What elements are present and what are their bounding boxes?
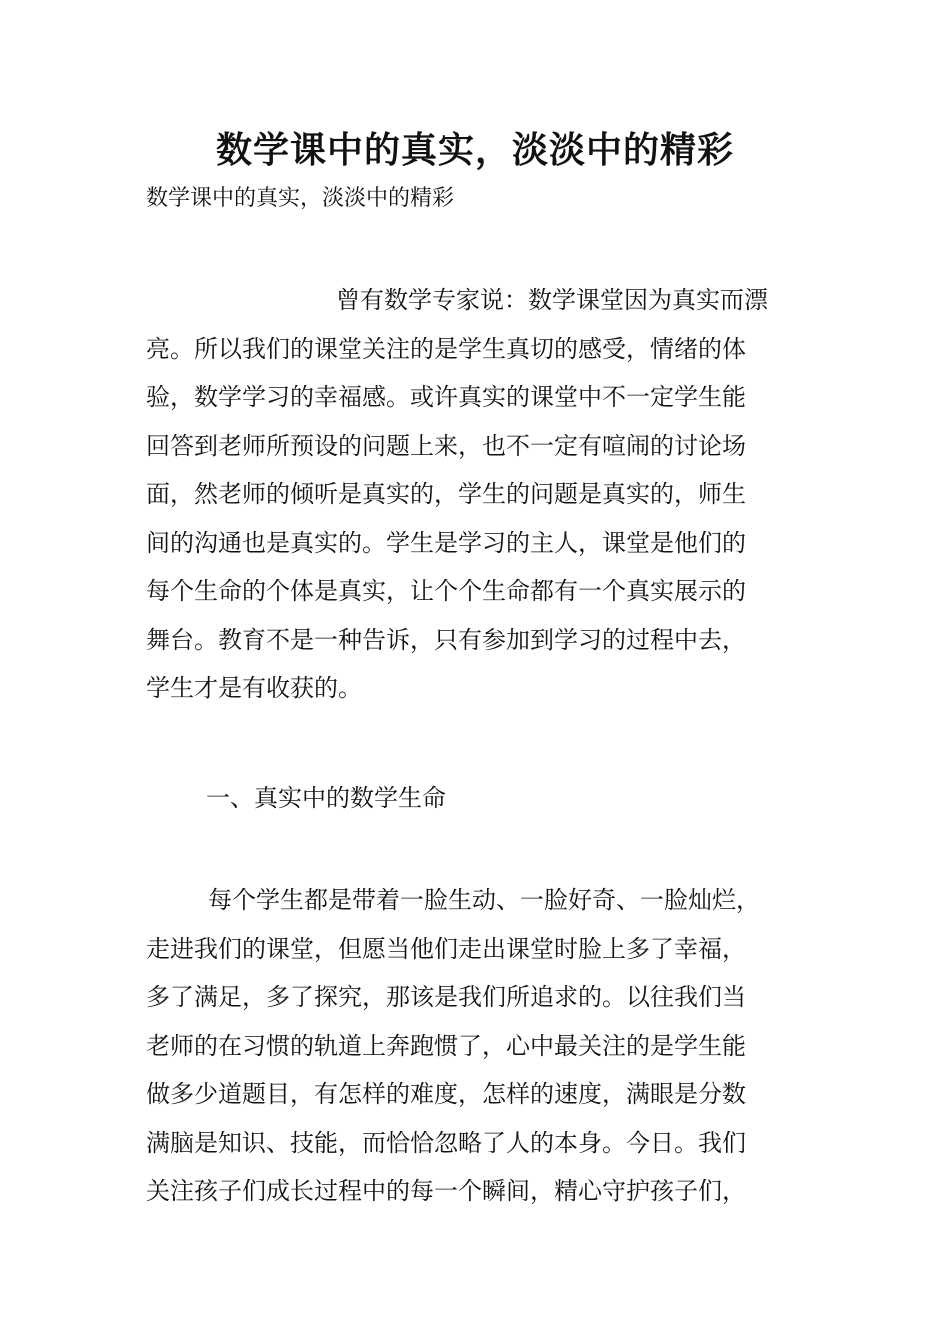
paragraph-line: 走进我们的课堂，但愿当他们走出课堂时脸上多了幸福， (146, 934, 746, 963)
document-title: 数学课中的真实，淡淡中的精彩 (215, 130, 734, 171)
paragraph-line: 每个生命的个体是真实，让个个生命都有一个真实展示的 (146, 577, 746, 605)
paragraph-line: 亮。所以我们的课堂关注的是学生真切的感受，情绪的体 (146, 334, 746, 363)
paragraph-1 (146, 276, 806, 713)
paragraph-line: 曾有数学专家说：数学课堂因为真实而漂 (336, 286, 768, 314)
paragraph-line: 面，然老师的倾听是真实的，学生的问题是真实的，师生 (146, 480, 746, 508)
paragraph-line: 间的沟通也是真实的。学生是学习的主人，课堂是他们的 (146, 528, 746, 557)
paragraph-line: 回答到老师所预设的问题上来，也不一定有喧闹的讨论场 (146, 431, 746, 460)
paragraph-line: 做多少道题目，有怎样的难度，怎样的速度，满眼是分数 (146, 1080, 746, 1108)
paragraph-2 (146, 876, 806, 1216)
document-subtitle: 数学课中的真实，淡淡中的精彩 (146, 186, 455, 211)
paragraph-line: 关注孩子们成长过程中的每一个瞬间，精心守护孩子们， (146, 1177, 746, 1205)
paragraph-line: 满脑是知识、技能，而恰恰忽略了人的本身。今日。我们 (146, 1128, 746, 1157)
paragraph-line: 每个学生都是带着一脸生动、一脸好奇、一脸灿烂， (208, 886, 760, 914)
paragraph-line: 老师的在习惯的轨道上奔跑惯了，心中最关注的是学生能 (146, 1031, 746, 1060)
section-heading: 一、真实中的数学生命 (206, 784, 446, 812)
paragraph-line: 多了满足，多了探究，那该是我们所追求的。以往我们当 (146, 983, 746, 1011)
paragraph-line: 学生才是有收获的。 (146, 674, 362, 702)
paragraph-line: 验，数学学习的幸福感。或许真实的课堂中不一定学生能 (146, 383, 746, 411)
paragraph-line: 舞台。教育不是一种告诉，只有参加到学习的过程中去， (146, 625, 746, 654)
